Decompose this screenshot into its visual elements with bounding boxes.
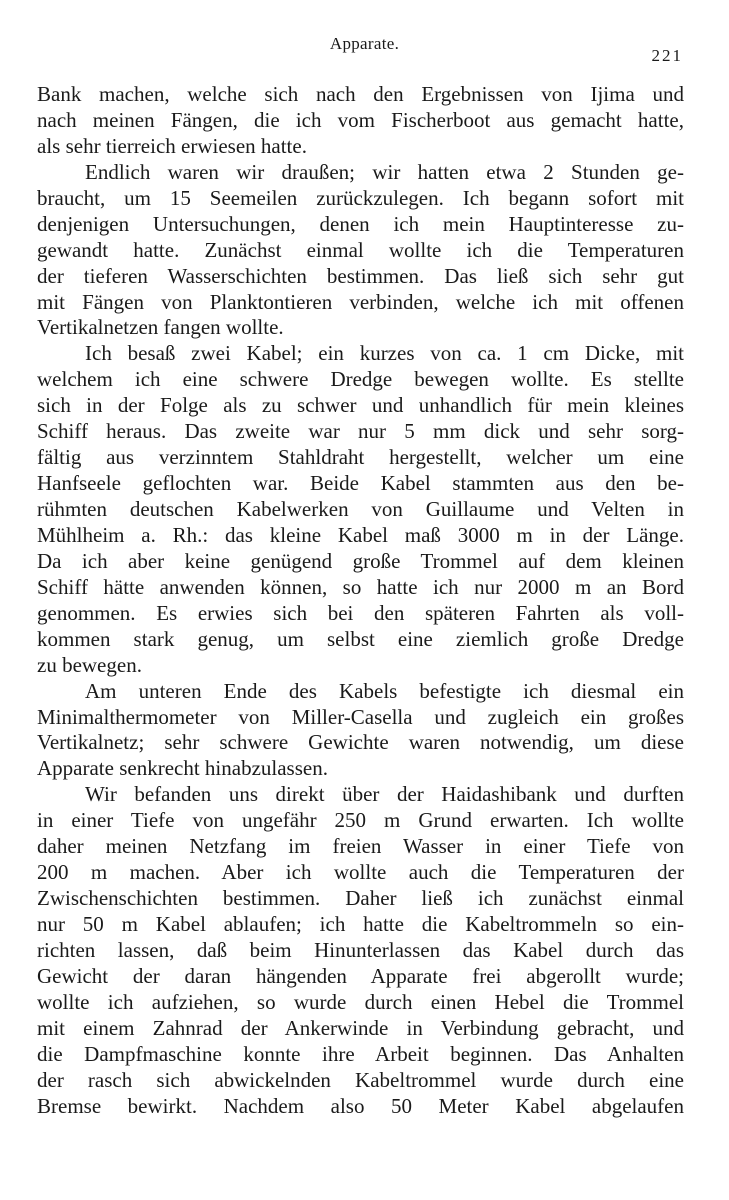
text-line: zu bewegen. — [37, 652, 142, 677]
text-line: rühmten deutschen Kabelwerken von Guillaume und Velten in — [37, 497, 684, 521]
paragraph — [37, 341, 684, 678]
text-line: mit einem Zahnrad der Ankerwinde in Verbindung gebracht, und — [37, 1015, 684, 1040]
text-line: Wir befanden uns direkt über der Haidashibank und durften — [85, 782, 684, 807]
text-line: Minimalthermometer von Miller-Casella und zugleich ein großes — [37, 704, 684, 729]
text-line: fältig aus verzinntem Stahldraht hergestellt, welcher um eine — [37, 445, 684, 470]
text-line: Am unteren Ende des Kabels befestigte ich diesmal ein — [85, 678, 684, 703]
text-line: kommen stark genug, um selbst eine ziemlich große Dredge — [37, 626, 684, 651]
text-line: Da ich aber keine genügend große Trommel auf dem kleinen — [37, 548, 684, 573]
text-line: richten lassen, daß beim Hinunterlassen das Kabel durch das — [37, 937, 684, 962]
text-line: genommen. Es erwies sich bei den späteren Fahrten als voll- — [37, 600, 684, 625]
text-line: Apparate senkrecht hinabzulassen. — [37, 756, 328, 781]
paragraph — [37, 679, 684, 783]
text-line: welchem ich eine schwere Dredge bewegen wollte. Es stellte — [37, 367, 684, 392]
running-title: Apparate. — [329, 34, 400, 53]
text-line: Gewicht der daran hängenden Apparate frei abgerollt wurde; — [37, 963, 684, 988]
text-line: Schiff hätte anwenden können, so hatte ich nur 2000 m an Bord — [37, 574, 684, 599]
text-line: Vertikalnetz; sehr schwere Gewichte waren notwendig, um diese — [37, 730, 684, 755]
paragraph — [37, 782, 684, 1119]
running-header — [0, 34, 729, 64]
text-line: Vertikalnetzen fangen wollte. — [37, 315, 284, 340]
text-line: Mühlheim a. Rh.: das kleine Kabel maß 3000 m in der Länge. — [37, 522, 684, 547]
text-line: Zwischenschichten bestimmen. Daher ließ ich zunächst einmal — [37, 886, 684, 911]
text-line: Schiff heraus. Das zweite war nur 5 mm dick und sehr sorg- — [37, 419, 684, 444]
text-line: denjenigen Untersuchungen, denen ich mein Hauptinteresse zu- — [37, 211, 684, 236]
text-line: braucht, um 15 Seemeilen zurückzulegen. Ich begann sofort mit — [37, 185, 684, 210]
text-line: die Dampfmaschine konnte ihre Arbeit beginnen. Das Anhalten — [37, 1041, 684, 1066]
text-line: Hanfseele geflochten war. Beide Kabel stammten aus den be- — [37, 471, 684, 496]
page-number: 221 — [651, 46, 683, 65]
text-line: Ich besaß zwei Kabel; ein kurzes von ca. 1 cm Dicke, mit — [85, 341, 684, 366]
text-line: in einer Tiefe von ungefähr 250 m Grund erwarten. Ich wollte — [37, 808, 684, 833]
text-line: der tieferen Wasserschichten bestimmen. Das ließ sich sehr gut — [37, 263, 684, 288]
text-line: nach meinen Fängen, die ich vom Fischerboot aus gemacht hatte, — [37, 107, 684, 132]
text-line: gewandt hatte. Zunächst einmal wollte ich die Temperaturen — [37, 237, 684, 262]
text-line: der rasch sich abwickelnden Kabeltrommel wurde durch eine — [37, 1067, 684, 1092]
text-line: mit Fängen von Planktontieren verbinden, welche ich mit offenen — [37, 289, 684, 314]
text-line: Bremse bewirkt. Nachdem also 50 Meter Kabel abgelaufen — [37, 1093, 684, 1118]
text-line: als sehr tierreich erwiesen hatte. — [37, 133, 307, 158]
text-line: Endlich waren wir draußen; wir hatten etwa 2 Stunden ge- — [85, 159, 684, 184]
text-line: sich in der Folge als zu schwer und unhandlich für mein kleines — [37, 393, 684, 418]
text-line: nur 50 m Kabel ablaufen; ich hatte die Kabeltrommeln so ein- — [37, 912, 684, 936]
text-line: Bank machen, welche sich nach den Ergebnissen von Ijima und — [37, 82, 684, 106]
paragraph — [37, 82, 684, 160]
text-line: 200 m machen. Aber ich wollte auch die Temperaturen der — [37, 860, 684, 885]
text-body — [37, 82, 684, 1120]
paragraph — [37, 160, 684, 342]
text-line: wollte ich aufziehen, so wurde durch einen Hebel die Trommel — [37, 989, 684, 1014]
text-line: daher meinen Netzfang im freien Wasser in einer Tiefe von — [37, 834, 684, 859]
